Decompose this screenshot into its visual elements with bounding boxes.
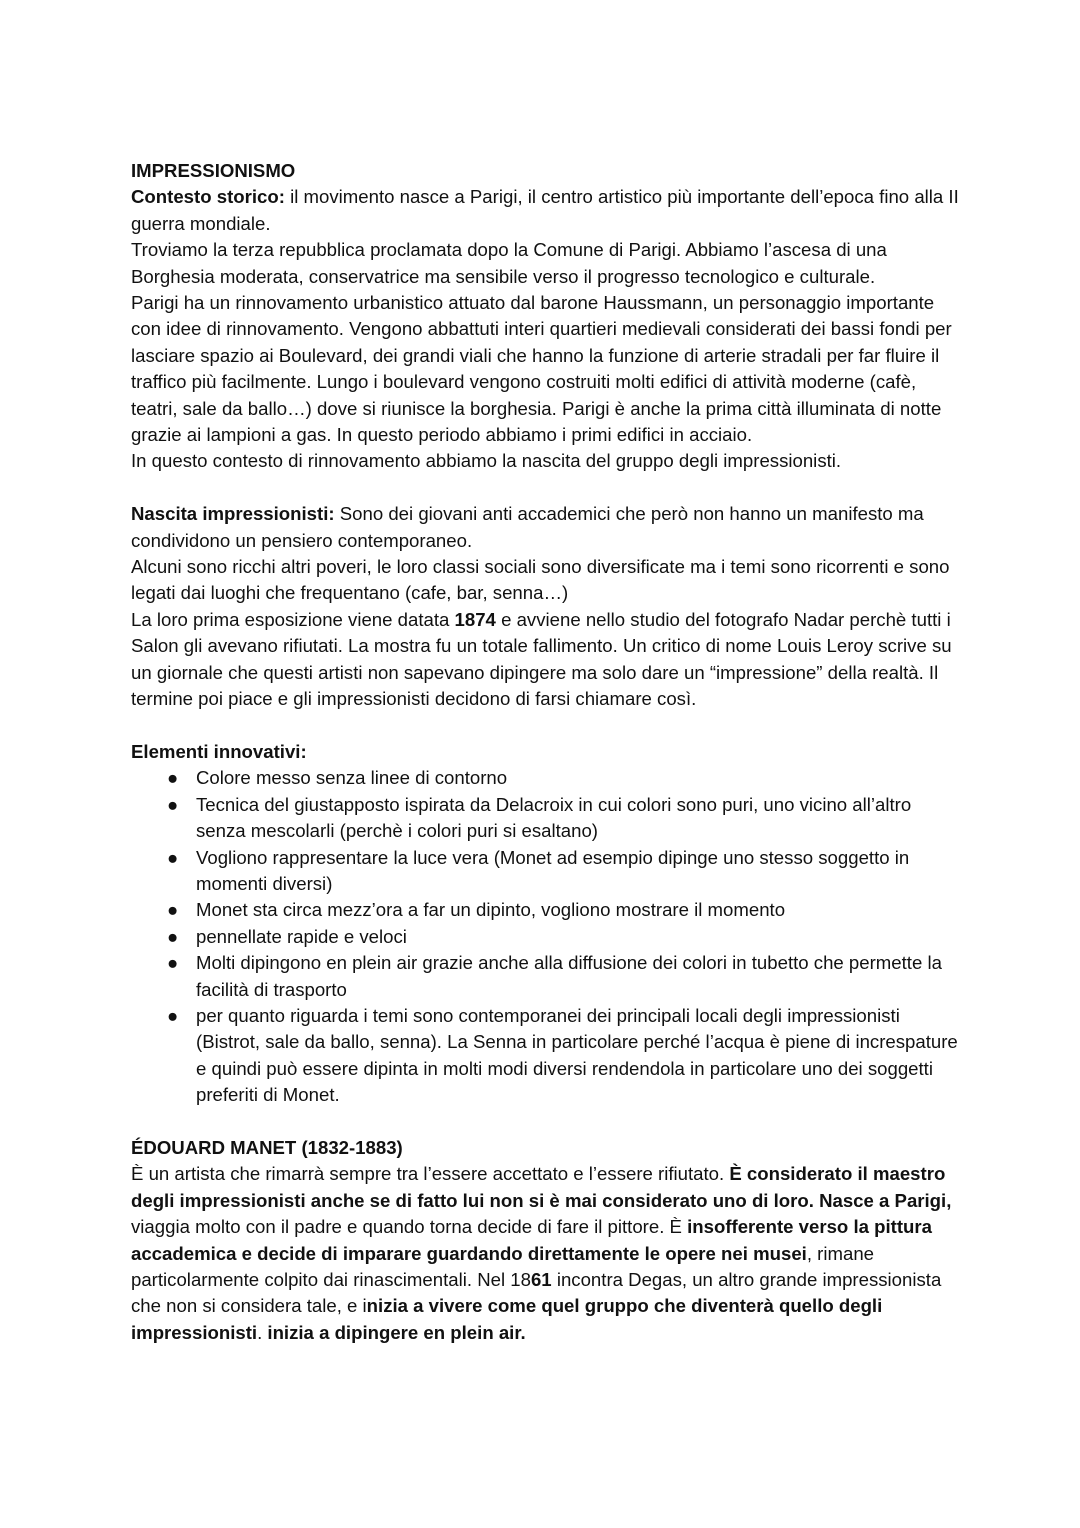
birth-text-3a: La loro prima esposizione viene datata <box>131 608 455 630</box>
bullet-icon: ● <box>167 846 179 868</box>
manet-text-5: . <box>257 1321 268 1343</box>
page-title: IMPRESSIONISMO <box>131 160 296 181</box>
context-text-1: il movimento nasce a Parigi, il centro artistico più importante dell’epoca fino alla II guerra mondiale. <box>131 186 959 234</box>
list-item-text: Monet sta circa mezz’ora a far un dipinto, vogliono mostrare il momento <box>196 899 786 921</box>
context-label: Contesto storico: <box>131 186 285 208</box>
bullet-icon: ● <box>167 952 179 974</box>
document-page <box>131 158 961 1346</box>
innovations-list <box>131 765 961 1108</box>
context-paragraph-2: Troviamo la terza repubblica proclamata dopo la Comune di Parigi. Abbiamo l’ascesa di una Borghesia moderata, conservatrice ma sensibile verso il progresso tecnologico e culturale. <box>131 239 887 287</box>
list-item <box>131 1003 961 1109</box>
list-item-text: Tecnica del giustapposto ispirata da Delacroix in cui colori sono puri, uno vicino all’altro senza mescolarli (perchè i colori puri si esaltano) <box>196 793 912 842</box>
context-paragraph-1 <box>131 184 961 237</box>
manet-bold-3: 61 <box>530 1269 552 1291</box>
list-item <box>131 792 961 845</box>
manet-text-1: È un artista che rimarrà sempre tra l’essere accettato e l’essere rifiutato. <box>131 1163 730 1185</box>
birth-paragraph-2: Alcuni sono ricchi altri poveri, le loro classi sociali sono diversificate ma i temi sono ricorrenti e sono legati dai luoghi che frequentano (cafe, bar, senna…) <box>131 556 950 604</box>
bullet-icon: ● <box>167 1004 179 1026</box>
bullet-icon: ● <box>167 899 179 921</box>
context-paragraph-4: In questo contesto di rinnovamento abbiamo la nascita del gruppo degli impressionisti. <box>131 450 842 472</box>
bullet-icon: ● <box>167 925 179 947</box>
birth-year: 1874 <box>454 608 496 630</box>
birth-paragraph-1 <box>131 501 961 554</box>
list-item <box>131 897 961 923</box>
bullet-icon: ● <box>167 793 179 815</box>
birth-label: Nascita impressionisti: <box>131 503 335 525</box>
manet-text-3: , rimane particolarmente colpito dai rinascimentali. Nel 18 <box>131 1242 874 1291</box>
list-item-text: per quanto riguarda i temi sono contemporanei dei principali locali degli impressionisti (Bistrot, sale da ballo, senna). La Senna in particolare perché l’acqua è piene di increspature e quindi può essere dipinta in molti modi diversi rendendola in particolare uno dei soggetti preferiti di Monet. <box>196 1004 958 1106</box>
bullet-icon: ● <box>167 767 179 789</box>
list-item <box>131 950 961 1003</box>
birth-text-1: Sono dei giovani anti accademici che però non hanno un manifesto ma condividono un pensiero contemporaneo. <box>131 503 924 551</box>
list-item-text: pennellate rapide e veloci <box>196 925 407 947</box>
context-paragraph-3: Parigi ha un rinnovamento urbanistico attuato dal barone Haussmann, un personaggio importante con idee di rinnovamento. Vengono abbattuti interi quartieri medievali considerati dei bassi fondi per lasciare spazio ai Boulevard, dei grandi viali che hanno la funzione di arterie stradali per far fluire il traffico più facilmente. Lungo i boulevard vengono costruiti molti edifici di attività moderne (cafè, teatri, sale da ballo…) dove si riunisce la borghesia. Parigi è anche la prima città illuminata di notte grazie ai lampioni a gas. In questo periodo abbiamo i primi edifici in acciaio. <box>131 292 952 446</box>
innovations-label: Elementi innovativi: <box>131 740 307 762</box>
list-item <box>131 845 961 898</box>
manet-bold-1: È considerato il maestro degli impressionisti anche se di fatto lui non si è mai considerato uno di loro. Nasce a Parigi, <box>131 1163 952 1211</box>
manet-bold-5: inizia a dipingere en plein air. <box>267 1321 526 1343</box>
spacer <box>131 1109 961 1135</box>
manet-text-2: viaggia molto con il padre e quando torna decide di fare il pittore. È <box>131 1216 688 1238</box>
list-item-text: Vogliono rappresentare la luce vera (Monet ad esempio dipinge uno stesso soggetto in momenti diversi) <box>196 846 910 894</box>
list-item <box>131 765 961 791</box>
birth-paragraph-3 <box>131 607 961 713</box>
manet-paragraph <box>131 1161 961 1346</box>
manet-bold-4: nizia a vivere come quel gruppo che diventerà quello degli impressionisti <box>131 1295 883 1343</box>
manet-text-4: incontra Degas, un altro grande impressionista che non si considera tale, e i <box>131 1269 942 1317</box>
list-item-text: Colore messo senza linee di contorno <box>196 767 508 789</box>
spacer <box>131 475 961 501</box>
manet-bold-2: insofferente verso la pittura accademica e decide di imparare guardando direttamente le opere nei musei <box>131 1216 932 1264</box>
manet-heading: ÉDOUARD MANET (1832-1883) <box>131 1136 403 1158</box>
spacer <box>131 713 961 739</box>
list-item <box>131 924 961 950</box>
list-item-text: Molti dipingono en plein air grazie anche alla diffusione dei colori in tubetto che permette la facilità di trasporto <box>196 952 942 1000</box>
birth-text-3b: e avviene nello studio del fotografo Nadar perchè tutti i Salon gli avevano rifiutati. La mostra fu un totale fallimento. Un critico di nome Louis Leroy scrive su un giornale che questi artisti non sapevano dipingere ma solo dare un “impressione” della realtà. Il termine poi piace e gli impressionisti decidono di farsi chiamare così. <box>131 608 952 710</box>
